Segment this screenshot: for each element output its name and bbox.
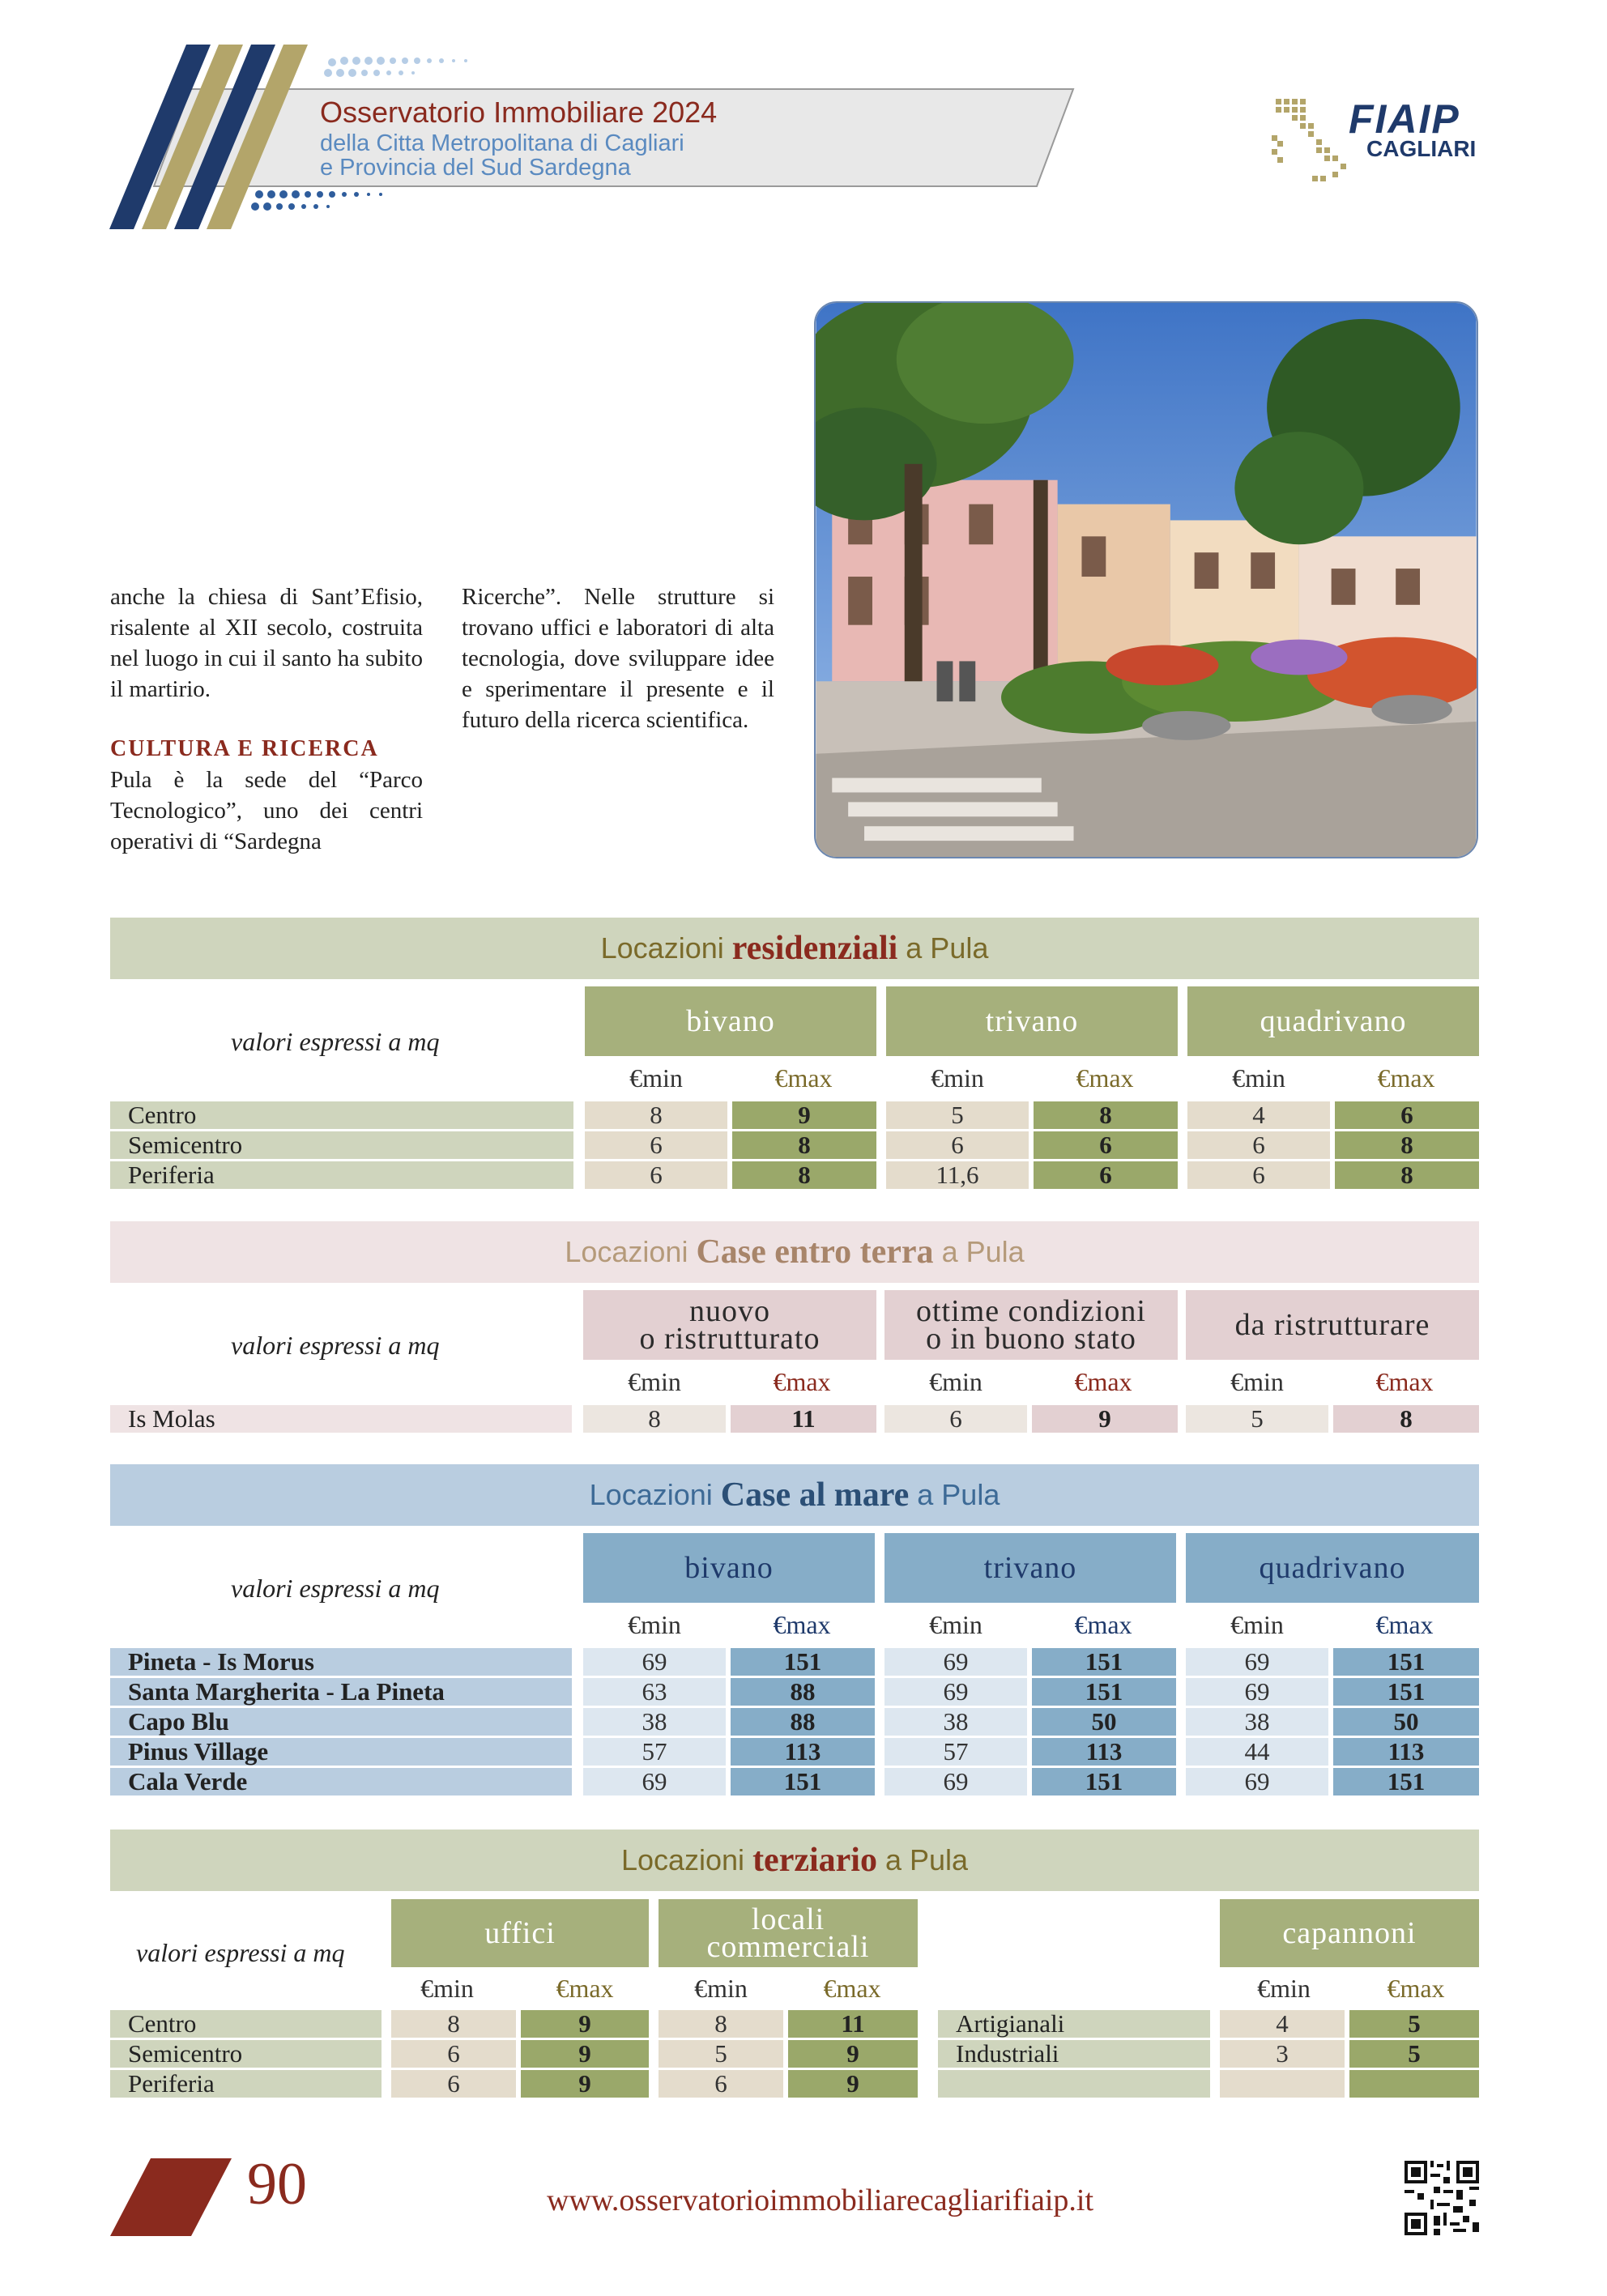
- col-header: trivano: [886, 986, 1178, 1056]
- col-header: locali commerciali: [659, 1899, 918, 1967]
- table-cell: 57: [884, 1738, 1027, 1766]
- table-cell: 6: [659, 2070, 783, 2098]
- table-cell: 3: [1220, 2040, 1345, 2068]
- table-cell: 113: [1333, 1738, 1479, 1766]
- table-row-label: Santa Margherita - La Pineta: [110, 1678, 572, 1706]
- table-cell: 6: [585, 1131, 727, 1159]
- max-label: €max: [823, 1974, 881, 2003]
- table-title-suffix: a Pula: [941, 1235, 1025, 1268]
- table-cell: 151: [731, 1768, 875, 1795]
- table-cell: 11: [731, 1405, 876, 1433]
- table-title-prefix: Locazioni: [620, 1843, 745, 1876]
- table-title-key: Case entro terra: [696, 1233, 934, 1271]
- section-heading: CULTURA E RICERCA: [110, 736, 379, 761]
- table-row-label: Cala Verde: [110, 1768, 572, 1795]
- table-cell: 69: [884, 1768, 1027, 1795]
- footer-url[interactable]: www.osservatorioimmobiliarecagliarifiaip.it: [547, 2183, 1094, 2217]
- table-cell: 9: [521, 2070, 649, 2098]
- table-cell: 151: [1032, 1768, 1176, 1795]
- table-cell: 50: [1333, 1708, 1479, 1736]
- table-cell: 9: [1032, 1405, 1178, 1433]
- table-row-label: Capo Blu: [110, 1708, 572, 1736]
- table-cell: [1220, 2070, 1345, 2098]
- table-cell: 8: [585, 1101, 727, 1129]
- article-column-2: [462, 581, 774, 735]
- table-residenziali-title: [110, 918, 1479, 979]
- col-header: da ristrutturare: [1186, 1290, 1479, 1360]
- table-row-label: Pineta - Is Morus: [110, 1648, 572, 1676]
- min-label: €min: [1230, 1367, 1284, 1396]
- table-cell: 44: [1186, 1738, 1328, 1766]
- unit-label: valori espressi a mq: [231, 1331, 440, 1360]
- footer-parallelogram: [110, 2158, 232, 2236]
- table-cell: 8: [732, 1161, 876, 1189]
- min-label: €min: [929, 1367, 983, 1396]
- max-label: €max: [773, 1610, 831, 1639]
- table-cell: 151: [1333, 1678, 1479, 1706]
- table-cell: 50: [1032, 1708, 1176, 1736]
- table-cell: 6: [1187, 1131, 1330, 1159]
- table-cell: 69: [884, 1648, 1027, 1676]
- table-cell: 5: [1349, 2040, 1479, 2068]
- unit-label: valori espressi a mq: [231, 1574, 440, 1603]
- table-row-label: Periferia: [110, 2070, 382, 2098]
- unit-label: valori espressi a mq: [231, 1027, 440, 1056]
- fiaip-logo-text: FIAIP: [1349, 96, 1460, 142]
- table-cell: 5: [1186, 1405, 1328, 1433]
- max-label: €max: [1375, 1367, 1434, 1396]
- table-cell: 11,6: [886, 1161, 1029, 1189]
- table-cell: 69: [1186, 1768, 1328, 1795]
- max-label: €max: [1076, 1063, 1134, 1093]
- qr-code-icon[interactable]: [1405, 2161, 1479, 2235]
- article-paragraph: Ricerche”. Nelle strutture si trovano uffici e laboratori di alta tecnologia, dove sviluppare idee e sperimentare il presente e il futuro della ricerca scientifica.: [462, 584, 774, 733]
- table-cell: 113: [731, 1738, 875, 1766]
- min-label: €min: [1232, 1063, 1285, 1093]
- min-label: €min: [628, 1367, 681, 1396]
- max-label: €max: [1387, 1974, 1445, 2003]
- max-label: €max: [773, 1367, 831, 1396]
- table-cell: 151: [1333, 1648, 1479, 1676]
- header-subtitle-line2: e Provincia del Sud Sardegna: [320, 155, 631, 181]
- min-label: €min: [1257, 1974, 1311, 2003]
- table-cell: 151: [731, 1648, 875, 1676]
- max-label: €max: [556, 1974, 614, 2003]
- table-title-key: terziario: [752, 1842, 877, 1879]
- table-cell: 151: [1333, 1768, 1479, 1795]
- col-header: quadrivano: [1186, 1533, 1479, 1603]
- table-title-prefix: Locazioni: [600, 931, 724, 965]
- table-title-key: Case al mare: [720, 1476, 910, 1514]
- italy-map-icon: [1268, 91, 1353, 188]
- max-label: €max: [1375, 1610, 1434, 1639]
- table-cell: 6: [884, 1405, 1027, 1433]
- table-row-label: Semicentro: [110, 2040, 382, 2068]
- table-row-label: Semicentro: [110, 1131, 573, 1159]
- table-cell: 4: [1220, 2010, 1345, 2038]
- col-header: uffici: [391, 1899, 649, 1967]
- table-cell: 4: [1187, 1101, 1330, 1129]
- table-cell: 9: [732, 1101, 876, 1129]
- article-column-1: [110, 581, 423, 857]
- article-paragraph: Pula è la sede del “Parco Tecnologico”, uno dei centri operativi di “Sardegna: [110, 767, 423, 854]
- table-cell: 151: [1032, 1678, 1176, 1706]
- min-label: €min: [931, 1063, 984, 1093]
- col-header: bivano: [585, 986, 876, 1056]
- table-row-label: Centro: [110, 1101, 573, 1129]
- page-number: 90: [247, 2151, 307, 2217]
- max-label: €max: [1377, 1063, 1435, 1093]
- table-title-prefix: Locazioni: [589, 1478, 713, 1511]
- header-title: Osservatorio Immobiliare 2024: [320, 96, 718, 129]
- table-row-label: Industriali: [938, 2040, 1210, 2068]
- table-terziario-title: [110, 1830, 1479, 1891]
- table-cell: 38: [884, 1708, 1027, 1736]
- min-label: €min: [420, 1974, 474, 2003]
- table-cell: 5: [659, 2040, 783, 2068]
- article-paragraph: anche la chiesa di Sant’Efisio, risalente al XII secolo, costruita nel luogo in cui il santo ha subito il martirio.: [110, 584, 423, 702]
- table-cell: 69: [1186, 1648, 1328, 1676]
- max-label: €max: [1074, 1367, 1132, 1396]
- table-title-suffix: a Pula: [917, 1478, 1000, 1511]
- table-cell: 9: [788, 2070, 918, 2098]
- table-row-label: Pinus Village: [110, 1738, 572, 1766]
- table-cell: 8: [391, 2010, 516, 2038]
- unit-label: valori espressi a mq: [136, 1938, 345, 1967]
- table-cell: 38: [1186, 1708, 1328, 1736]
- table-cell: 8: [1034, 1101, 1178, 1129]
- table-cell: 5: [886, 1101, 1029, 1129]
- table-cell: 9: [521, 2040, 649, 2068]
- table-row-label: Periferia: [110, 1161, 573, 1189]
- max-label: €max: [1074, 1610, 1132, 1639]
- table-cell: 69: [583, 1768, 726, 1795]
- pula-square-photo: [814, 301, 1478, 858]
- table-cell: 8: [1335, 1131, 1479, 1159]
- header-subtitle: [320, 131, 684, 180]
- table-cell: 57: [583, 1738, 726, 1766]
- table-row-label: [938, 2070, 1210, 2098]
- col-header: quadrivano: [1187, 986, 1479, 1056]
- table-mare-title: [110, 1464, 1479, 1526]
- table-cell: 9: [521, 2010, 649, 2038]
- table-cell: 8: [1335, 1161, 1479, 1189]
- table-cell: 151: [1032, 1648, 1176, 1676]
- table-cell: 8: [1333, 1405, 1479, 1433]
- table-title-suffix: a Pula: [884, 1843, 969, 1876]
- table-cell: 5: [1349, 2010, 1479, 2038]
- table-title-key: residenziali: [731, 930, 898, 967]
- table-cell: 38: [583, 1708, 726, 1736]
- table-row-label: Artigianali: [938, 2010, 1210, 2038]
- table-cell: 8: [659, 2010, 783, 2038]
- fiaip-logo-city: CAGLIARI: [1366, 136, 1477, 161]
- table-cell: 69: [884, 1678, 1027, 1706]
- table-title-prefix: Locazioni: [565, 1235, 688, 1268]
- table-cell: [1349, 2070, 1479, 2098]
- header-subtitle-line1: della Citta Metropolitana di Cagliari: [320, 130, 684, 156]
- col-header: nuovo o ristrutturato: [583, 1290, 876, 1360]
- table-cell: 63: [583, 1678, 726, 1706]
- table-cell: 6: [391, 2070, 516, 2098]
- min-label: €min: [694, 1974, 748, 2003]
- col-header: trivano: [884, 1533, 1176, 1603]
- table-cell: 11: [788, 2010, 918, 2038]
- table-row-label: Is Molas: [110, 1405, 572, 1433]
- table-cell: 69: [1186, 1678, 1328, 1706]
- table-cell: 9: [788, 2040, 918, 2068]
- table-cell: 88: [731, 1678, 875, 1706]
- table-cell: 6: [1034, 1131, 1178, 1159]
- table-cell: 6: [1034, 1161, 1178, 1189]
- min-label: €min: [929, 1610, 983, 1639]
- col-header: ottime condizioni o in buono stato: [884, 1290, 1178, 1360]
- table-cell: 6: [1187, 1161, 1330, 1189]
- table-title-suffix: a Pula: [906, 931, 989, 965]
- min-label: €min: [628, 1610, 681, 1639]
- table-cell: 6: [391, 2040, 516, 2068]
- table-cell: 88: [731, 1708, 875, 1736]
- table-cell: 113: [1032, 1738, 1176, 1766]
- min-label: €min: [629, 1063, 683, 1093]
- table-cell: 6: [1335, 1101, 1479, 1129]
- table-cell: 6: [585, 1161, 727, 1189]
- table-cell: 6: [886, 1131, 1029, 1159]
- max-label: €max: [774, 1063, 833, 1093]
- table-cell: 8: [583, 1405, 726, 1433]
- table-cell: 8: [732, 1131, 876, 1159]
- min-label: €min: [1230, 1610, 1284, 1639]
- table-row-label: Centro: [110, 2010, 382, 2038]
- table-cell: 69: [583, 1648, 726, 1676]
- col-header: capannoni: [1220, 1899, 1479, 1967]
- table-entroterra-title: [110, 1221, 1479, 1283]
- col-header: bivano: [583, 1533, 875, 1603]
